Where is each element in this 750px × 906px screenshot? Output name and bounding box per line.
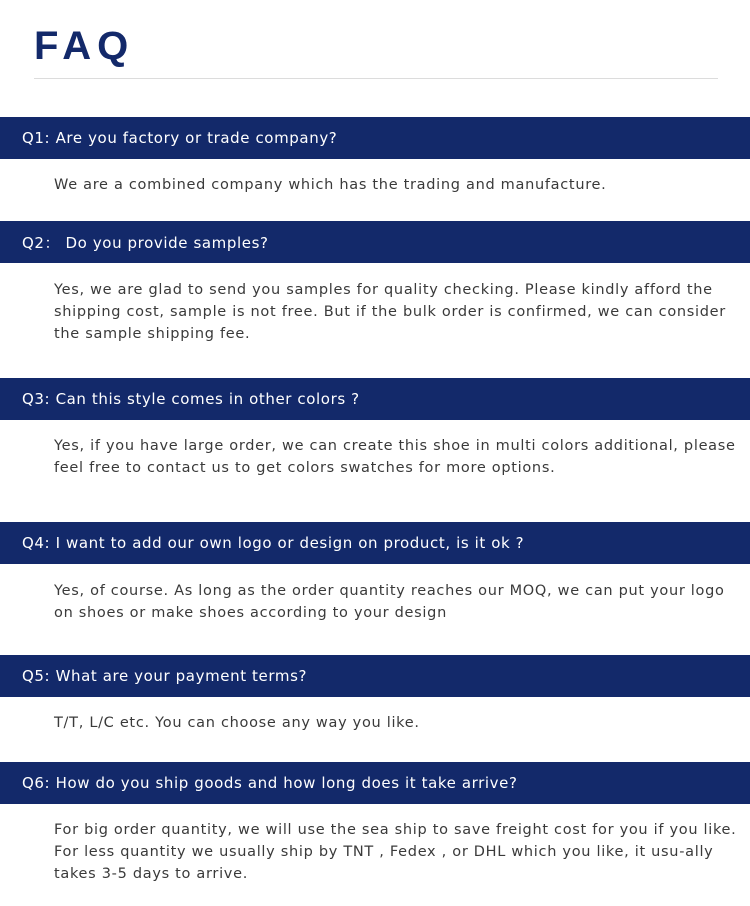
faq-question-4: Q4: I want to add our own logo or design on product, is it ok ? <box>0 522 750 564</box>
faq-question-3: Q3: Can this style comes in other colors ? <box>0 378 750 420</box>
faq-answer-5: T/T, L/C etc. You can choose any way you like. <box>54 715 420 731</box>
title-divider <box>34 78 718 79</box>
faq-answer-3: Yes, if you have large order, we can create this shoe in multi colors additional, please feel free to contact us to get colors swatches for more options. <box>54 438 736 476</box>
faq-question-2: Q2： Do you provide samples? <box>0 221 750 263</box>
faq-question-1: Q1: Are you factory or trade company? <box>0 117 750 159</box>
faq-answer-6: For big order quantity, we will use the sea ship to save freight cost for you if you like. For less quantity we usually ship by TNT , Fedex , or DHL which you like, it usu-ally takes 3-5 days to arrive. <box>54 822 737 882</box>
faq-answer-2: Yes, we are glad to send you samples for quality checking. Please kindly afford the shipping cost, sample is not free. But if the bulk order is confirmed, we can consider the sample shipping fee. <box>54 282 726 342</box>
faq-answer-1: We are a combined company which has the trading and manufacture. <box>54 177 607 193</box>
faq-question-6: Q6: How do you ship goods and how long does it take arrive? <box>0 762 750 804</box>
page-title: FAQ <box>34 24 135 68</box>
faq-question-5: Q5: What are your payment terms? <box>0 655 750 697</box>
faq-answer-4: Yes, of course. As long as the order quantity reaches our MOQ, we can put your logo on shoes or make shoes according to your design <box>54 583 725 621</box>
